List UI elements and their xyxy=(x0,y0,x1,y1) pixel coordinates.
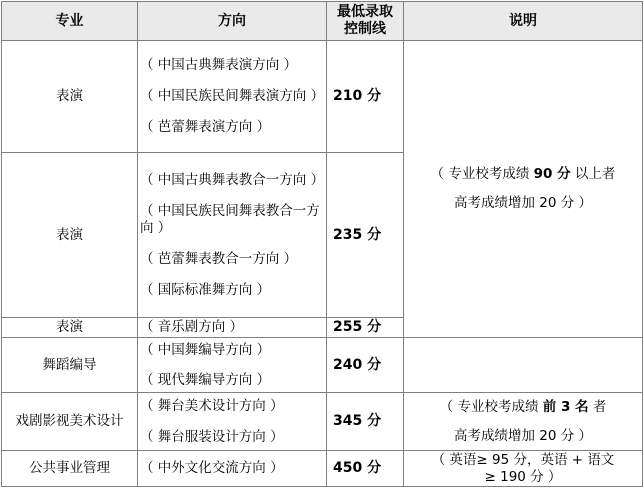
admission-score-table xyxy=(1,1,643,487)
direction-cell xyxy=(138,153,327,318)
header-major: 专业 xyxy=(2,2,138,41)
note-line xyxy=(406,166,640,183)
direction-item: （ 舞台美术设计方向 ） xyxy=(140,397,284,414)
direction-item: （ 舞台服装设计方向 ） xyxy=(140,428,284,445)
direction-item: （ 音乐剧方向 ） xyxy=(140,319,244,335)
major-cell: 表演 xyxy=(2,41,138,153)
direction-item: （ 中外文化交流方向 ） xyxy=(140,460,284,476)
note-cell xyxy=(404,393,643,451)
score-cell: 240 分 xyxy=(327,338,404,393)
header-row xyxy=(2,2,643,41)
direction-item: （ 芭蕾舞表教合一方向 ） xyxy=(140,250,298,267)
major-cell: 公共事业管理 xyxy=(2,451,138,487)
direction-item: （ 芭蕾舞表演方向 ） xyxy=(140,119,271,135)
note-line: 高考成绩增加 20 分 ） xyxy=(453,427,593,444)
note-cell xyxy=(404,451,643,487)
score-cell: 235 分 xyxy=(327,153,404,318)
score-cell: 450 分 xyxy=(327,451,404,487)
table-row xyxy=(2,338,643,393)
direction-item: （ 中国古典舞表演方向 ） xyxy=(140,57,298,73)
header-note: 说明 xyxy=(404,2,643,41)
header-score-line2: 控制线 xyxy=(344,21,386,37)
major-cell: 表演 xyxy=(2,153,138,318)
major-cell: 戏剧影视美术设计 xyxy=(2,393,138,451)
note-empty-cell xyxy=(404,338,643,393)
note-text: （ 专业校考成绩 xyxy=(430,166,534,182)
direction-item: （ 现代舞编导方向 ） xyxy=(140,371,271,388)
table-row xyxy=(2,451,643,487)
header-score-line1: 最低录取 xyxy=(337,4,393,20)
score-cell: 210 分 xyxy=(327,41,404,153)
header-score xyxy=(327,2,404,41)
major-cell: 舞蹈编导 xyxy=(2,338,138,393)
table-row xyxy=(2,41,643,153)
note-line xyxy=(406,399,640,416)
note-text: 者 xyxy=(588,398,607,415)
direction-cell xyxy=(138,451,327,487)
note-line: 高考成绩增加 20 分 ） xyxy=(453,195,593,211)
score-cell: 345 分 xyxy=(327,393,404,451)
note-line: （ 英语≥ 95 分，英语 + 语文 xyxy=(431,451,615,468)
direction-item: （ 中国民族民间舞表演方向 ） xyxy=(140,88,325,104)
header-direction: 方向 xyxy=(138,2,327,41)
direction-item: （ 中国古典舞表教合一方向 ） xyxy=(140,171,325,188)
direction-cell xyxy=(138,41,327,153)
direction-cell xyxy=(138,318,327,338)
score-cell: 255 分 xyxy=(327,318,404,338)
major-cell: 表演 xyxy=(2,318,138,338)
direction-cell xyxy=(138,338,327,393)
note-bold-text: 前 3 名 xyxy=(542,398,589,415)
direction-item: （ 中国民族民间舞表教合一方向 ） xyxy=(140,202,320,236)
note-line: ≥ 190 分 ） xyxy=(484,468,562,485)
direction-cell xyxy=(138,393,327,451)
table-row xyxy=(2,393,643,451)
direction-item: （ 国际标准舞方向 ） xyxy=(140,281,271,298)
note-cell xyxy=(404,41,643,338)
note-bold-text: 90 分 xyxy=(533,166,571,182)
note-text: （ 专业校考成绩 xyxy=(439,398,543,415)
direction-item: （ 中国舞编导方向 ） xyxy=(140,341,271,358)
note-text: 以上者 xyxy=(570,166,616,182)
